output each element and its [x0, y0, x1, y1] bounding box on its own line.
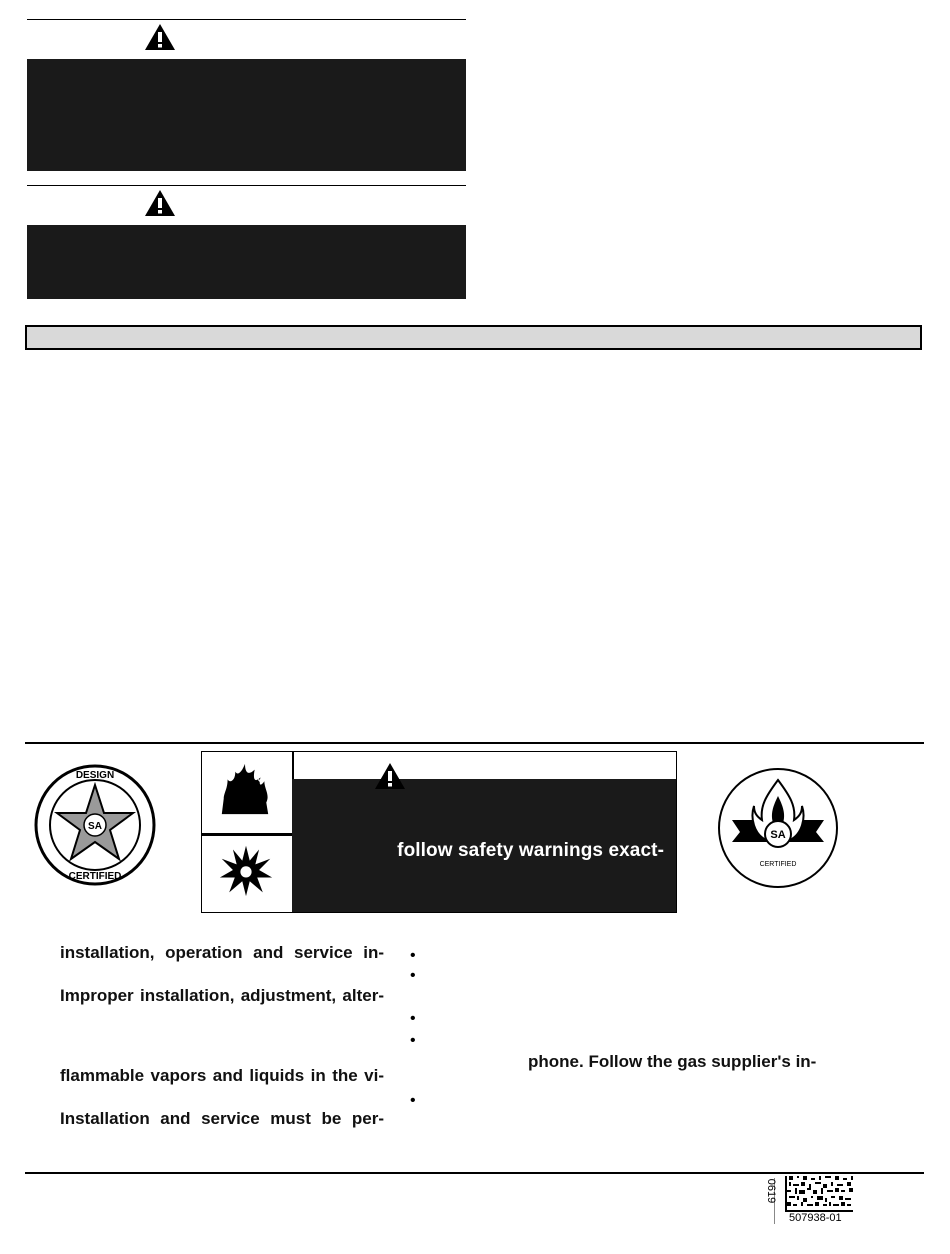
left-text-line: Improper installation, adjustment, alter-: [60, 986, 384, 1005]
warning-1-rule: [27, 19, 466, 20]
right-text-line: phone. Follow the gas supplier's in-: [528, 1052, 817, 1071]
bullet-dot: •: [410, 1010, 416, 1027]
seal-right-bottom: CERTIFIED: [759, 861, 797, 868]
explosion-icon: [218, 842, 274, 898]
warning-2-text-block: [27, 225, 466, 299]
bullet-dot: •: [410, 1092, 416, 1109]
seal-left-center: SA: [88, 821, 102, 832]
fire-explosion-warning-panel: [201, 751, 677, 913]
warning-2-rule: [27, 185, 466, 186]
left-text-line: flammable vapors and liquids in the vi-: [60, 1066, 384, 1085]
left-text-line: Installation and service must be per-: [60, 1109, 384, 1128]
footer-divider: [25, 1172, 924, 1174]
warning-triangle-icon: [373, 761, 407, 791]
seal-left-top: DESIGN: [75, 770, 115, 781]
bullet-dot: •: [410, 967, 416, 984]
datamatrix-barcode: [785, 1176, 853, 1212]
seal-left-bottom: CERTIFIED: [68, 871, 122, 882]
bullet-dot: •: [410, 1032, 416, 1049]
bullet-dot: •: [410, 947, 416, 964]
section-header-bar: [25, 325, 922, 350]
fire-icon: [216, 760, 274, 818]
csa-design-certified-seal: [33, 763, 157, 887]
date-code: 0619: [765, 1178, 777, 1204]
panel-divider-horizontal: [202, 833, 292, 836]
seal-right-center: SA: [770, 829, 786, 841]
warning-triangle-icon: [143, 22, 177, 52]
section-divider: [25, 742, 924, 744]
csa-certified-flame-seal: [716, 766, 840, 890]
left-text-line: installation, operation and service in-: [60, 943, 384, 962]
warning-triangle-icon: [143, 188, 177, 218]
part-number: 507938-01: [789, 1212, 842, 1224]
fire-warning-text: follow safety warnings exact-: [397, 840, 664, 861]
warning-1-text-block: [27, 59, 466, 171]
